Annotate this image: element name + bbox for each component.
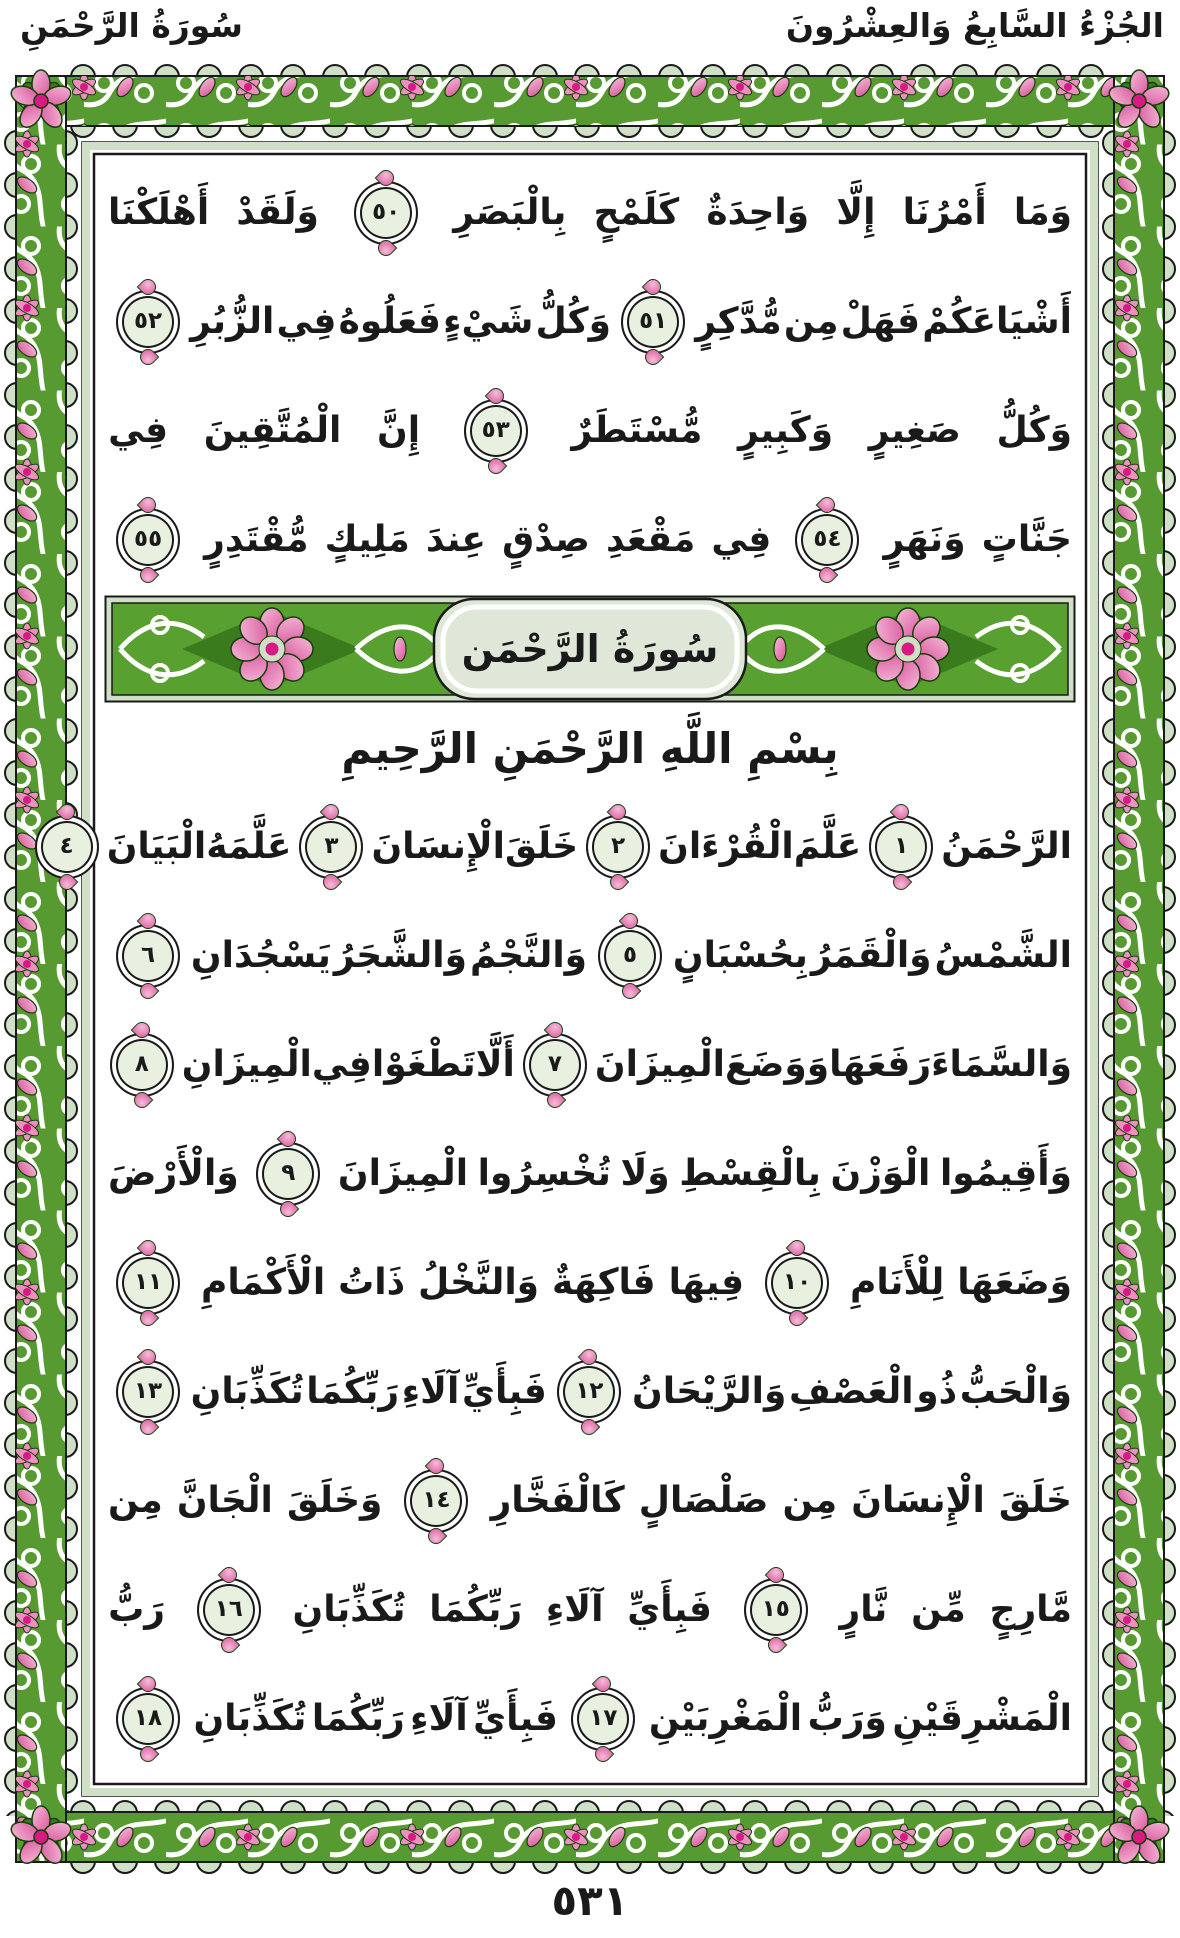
- verse-word: رَبِّكُمَا: [306, 1371, 400, 1412]
- verse-number: ١٢: [575, 1378, 604, 1404]
- verse-word: الْمُتَّقِينَ: [203, 410, 342, 451]
- header-surah-label: سُورَةُ الرَّحْمَنِ: [20, 6, 243, 45]
- verse-word: وَالْقَمَرُ: [810, 935, 932, 976]
- verse-word: أَشْيَاعَكُمْ: [922, 301, 1072, 342]
- verse-word: وَخَلَقَ: [286, 1480, 383, 1521]
- verse-word: وَوَضَعَ: [725, 1044, 830, 1085]
- verse-word: وَنَهَرٍ: [883, 519, 966, 560]
- surah-title: سُورَةُ الرَّحْمَن: [461, 627, 719, 671]
- verse-number: ٣: [324, 833, 339, 859]
- verse-word: الرَّحْمَنُ: [941, 826, 1072, 867]
- quran-line: [102, 1664, 1078, 1773]
- verse-word: وَرَبُّ: [807, 1698, 887, 1739]
- verse-number-medallion: [116, 1251, 180, 1315]
- quran-line: [59, 792, 1078, 901]
- verse-word: الْإِنسَانَ: [371, 826, 505, 867]
- verse-number-medallion: [116, 1360, 180, 1424]
- verse-number: ٥: [622, 942, 638, 968]
- verse-word: الْأَكْمَامِ: [201, 1262, 326, 1303]
- verse-number: ٥٥: [134, 526, 163, 552]
- verse-word: تُكَذِّبَانِ: [193, 1698, 307, 1739]
- verse-word: إِلَّا: [836, 192, 876, 233]
- verse-number-medallion: [621, 290, 685, 354]
- verse-word: مُّدَّكِرٍ: [695, 301, 782, 342]
- verse-word: مُّسْتَطَرٌ: [571, 410, 703, 451]
- verse-word: فَعَلُوهُ: [338, 301, 442, 342]
- verse-word: الشَّمْسُ: [934, 935, 1072, 976]
- verse-word: وَالسَّمَاءَ: [931, 1044, 1072, 1085]
- verse-number-medallion: [354, 181, 418, 245]
- verse-number-medallion: [795, 508, 859, 572]
- verse-word: آلَاءِ: [401, 1371, 460, 1412]
- verse-word: الْإِنسَانَ: [851, 1480, 985, 1521]
- verse-word: مَّارِجٍ: [989, 1589, 1072, 1630]
- verse-word: يَسْجُدَانِ: [190, 935, 331, 976]
- verse-word: فَهَلْ: [840, 301, 921, 342]
- verse-number: ٩: [281, 1160, 296, 1186]
- verse-word: أَهْلَكْنَا: [108, 192, 210, 233]
- verse-word: آلَاءِ: [410, 1698, 468, 1739]
- verse-word: فِي: [108, 410, 169, 451]
- verse-word: ذَاتُ: [338, 1262, 406, 1303]
- quran-line: [102, 1010, 1078, 1119]
- verse-word: وَالْحَبُّ: [959, 1371, 1072, 1412]
- verse-word: كَلَمْحٍ: [593, 192, 680, 233]
- page-header: [0, 2, 1180, 62]
- verse-word: الْمِيزَانِ: [181, 1044, 312, 1085]
- verse-word: إِنَّ: [377, 410, 421, 451]
- verse-word: الْبَيَانَ: [106, 826, 207, 867]
- verse-number: ٥٢: [133, 308, 163, 334]
- verse-word: الْعَصْفِ: [789, 1371, 914, 1412]
- verse-number-medallion: [110, 1033, 174, 1097]
- verse-number: ٥٤: [813, 526, 842, 552]
- verse-word: وَالرَّيْحَانُ: [632, 1371, 787, 1412]
- verse-word: جَنَّاتٍ: [981, 519, 1072, 560]
- verse-word: وَكَبِيرٍ: [738, 410, 834, 451]
- verse-word: بِحُسْبَانٍ: [672, 935, 808, 976]
- verse-number-medallion: [557, 1360, 621, 1424]
- verse-word: ذُو: [916, 1371, 958, 1412]
- verse-word: فَبِأَيِّ: [461, 1371, 547, 1412]
- verse-word: شَيْءٍ: [443, 301, 534, 342]
- quran-line: [102, 1555, 1078, 1664]
- verse-word: بِالْقِسْطِ: [679, 1153, 821, 1194]
- verse-word: رَبِّكُمَا: [311, 1698, 405, 1739]
- verse-number: ٤: [59, 833, 74, 859]
- surah-title-banner: [104, 595, 1076, 703]
- verse-number-medallion: [598, 924, 662, 988]
- verse-word: الْوَزْنَ: [830, 1153, 931, 1194]
- verse-word: رَبُّ: [108, 1589, 165, 1630]
- verse-word: تُخْسِرُوا: [477, 1153, 611, 1194]
- verse-word: الْمِيزَانَ: [594, 1044, 726, 1085]
- quran-line: [102, 1119, 1078, 1228]
- verse-number: ١٥: [761, 1596, 790, 1622]
- verse-word: وَضَعَهَا: [957, 1262, 1072, 1303]
- verse-word: صَلْصَالٍ: [638, 1480, 769, 1521]
- verse-number-medallion: [571, 1687, 635, 1751]
- verse-word: فِي: [276, 301, 337, 342]
- verse-word: خَلَقَ: [505, 826, 579, 867]
- verse-word: أَلَّا: [475, 1044, 515, 1085]
- quran-line: [102, 376, 1078, 485]
- quran-line: [102, 1446, 1078, 1555]
- verse-word: مَقْعَدِ: [605, 519, 696, 560]
- verse-word: فِي: [711, 519, 772, 560]
- verse-number: ٥١: [639, 308, 668, 334]
- verse-word: وَالنَّخْلُ: [418, 1262, 540, 1303]
- verse-word: خَلَقَ: [998, 1480, 1072, 1521]
- verse-number: ١١: [134, 1269, 163, 1295]
- verse-word: وَكُلُّ: [996, 410, 1072, 451]
- verse-word: تُكَذِّبَانِ: [190, 1371, 304, 1412]
- verse-number: ١٠: [783, 1269, 812, 1295]
- verse-word: صِدْقٍ: [502, 519, 590, 560]
- quran-line: [102, 267, 1078, 376]
- verse-word: تَطْغَوْا: [371, 1044, 476, 1085]
- verse-word: فِيهَا: [668, 1262, 745, 1303]
- quran-lines-top: [102, 158, 1078, 594]
- verse-number: ١٤: [422, 1487, 451, 1513]
- quran-line: [102, 158, 1078, 267]
- verse-word: مِن: [782, 1480, 838, 1521]
- verse-number: ٦: [140, 942, 156, 968]
- verse-word: مِن: [783, 301, 839, 342]
- verse-word: فَاكِهَةٌ: [552, 1262, 656, 1303]
- verse-number-medallion: [256, 1142, 320, 1206]
- page-number: ٥٣١: [551, 1876, 629, 1925]
- quran-lines-bottom: [59, 792, 1078, 1773]
- verse-word: عِندَ: [425, 519, 487, 560]
- verse-number-medallion: [197, 1578, 261, 1642]
- verse-number: ٧: [547, 1051, 562, 1077]
- verse-word: فِي: [311, 1044, 372, 1085]
- verse-number: ٥٣: [481, 417, 510, 443]
- verse-word: وَالنَّجْمُ: [469, 935, 588, 976]
- verse-number-medallion: [116, 290, 180, 354]
- verse-word: لِلْأَنَامِ: [850, 1262, 945, 1303]
- quran-line: [102, 485, 1078, 594]
- verse-word: آلَاءِ: [545, 1589, 604, 1630]
- verse-number-medallion: [116, 508, 180, 572]
- quran-line: [102, 901, 1078, 1010]
- verse-number: ١٧: [589, 1705, 618, 1731]
- verse-word: مِّن: [911, 1589, 966, 1630]
- verse-word: الْمَغْرِبَيْنِ: [648, 1698, 803, 1739]
- quran-line: [102, 1337, 1078, 1446]
- verse-word: نَّارٍ: [839, 1589, 888, 1630]
- verse-word: مُّقْتَدِرٍ: [204, 519, 309, 560]
- verse-word: مَلِيكٍ: [324, 519, 410, 560]
- verse-number: ١٨: [133, 1705, 163, 1731]
- verse-number: ١: [894, 833, 909, 859]
- verse-word: فَبِأَيِّ: [473, 1698, 558, 1739]
- verse-number-medallion: [464, 399, 528, 463]
- verse-number: ١٣: [133, 1378, 163, 1404]
- verse-word: وَأَقِيمُوا: [939, 1153, 1072, 1194]
- verse-word: عَلَّمَهُ: [206, 826, 292, 867]
- verse-number-medallion: [523, 1033, 587, 1097]
- verse-word: وَاحِدَةٌ: [706, 192, 810, 233]
- verse-word: بِالْبَصَرِ: [453, 192, 567, 233]
- verse-number: ١٦: [214, 1596, 243, 1622]
- verse-word: وَمَا: [1013, 192, 1072, 233]
- verse-number: ٥٠: [372, 199, 401, 225]
- verse-word: مِن: [108, 1480, 163, 1521]
- verse-word: أَمْرُنَا: [902, 192, 987, 233]
- verse-word: رَبِّكُمَا: [429, 1589, 523, 1630]
- verse-word: وَالْأَرْضَ: [108, 1153, 239, 1194]
- quran-text-area: [59, 158, 1078, 1784]
- verse-word: صَغِيرٍ: [868, 410, 961, 451]
- verse-word: الزُّبُرِ: [190, 301, 275, 342]
- verse-word: عَلَّمَ: [793, 826, 862, 867]
- verse-number-medallion: [765, 1251, 829, 1315]
- quran-line: [102, 1228, 1078, 1337]
- verse-number-medallion: [869, 815, 933, 879]
- verse-word: وَلَا: [620, 1153, 670, 1194]
- verse-word: الْمَشْرِقَيْنِ: [892, 1698, 1072, 1739]
- verse-word: وَالشَّجَرُ: [333, 935, 468, 976]
- verse-number-medallion: [586, 815, 650, 879]
- bismillah: بِسْمِ اللَّهِ الرَّحْمَنِ الرَّحِيمِ: [341, 723, 839, 773]
- verse-number-medallion: [404, 1469, 468, 1533]
- verse-number: ٨: [134, 1051, 149, 1077]
- verse-number-medallion: [116, 1687, 180, 1751]
- verse-number-medallion: [744, 1578, 808, 1642]
- verse-word: الْجَانَّ: [176, 1480, 273, 1521]
- verse-word: كَالْفَخَّارِ: [490, 1480, 625, 1521]
- verse-number-medallion: [299, 815, 363, 879]
- verse-number: ٢: [611, 833, 626, 859]
- verse-word: وَلَقَدْ: [236, 192, 319, 233]
- juz-label: الجُزْءُ السَّابِعُ وَالعِشْرُونَ: [785, 6, 1164, 45]
- verse-word: فَبِأَيِّ: [627, 1589, 712, 1630]
- verse-word: رَفَعَهَا: [829, 1044, 932, 1085]
- verse-word: الْقُرْءَانَ: [658, 826, 794, 867]
- verse-word: الْمِيزَانَ: [337, 1153, 469, 1194]
- verse-word: تُكَذِّبَانِ: [292, 1589, 406, 1630]
- verse-word: وَكُلُّ: [535, 301, 611, 342]
- verse-number-medallion: [116, 924, 180, 988]
- verse-number-medallion: [35, 815, 99, 879]
